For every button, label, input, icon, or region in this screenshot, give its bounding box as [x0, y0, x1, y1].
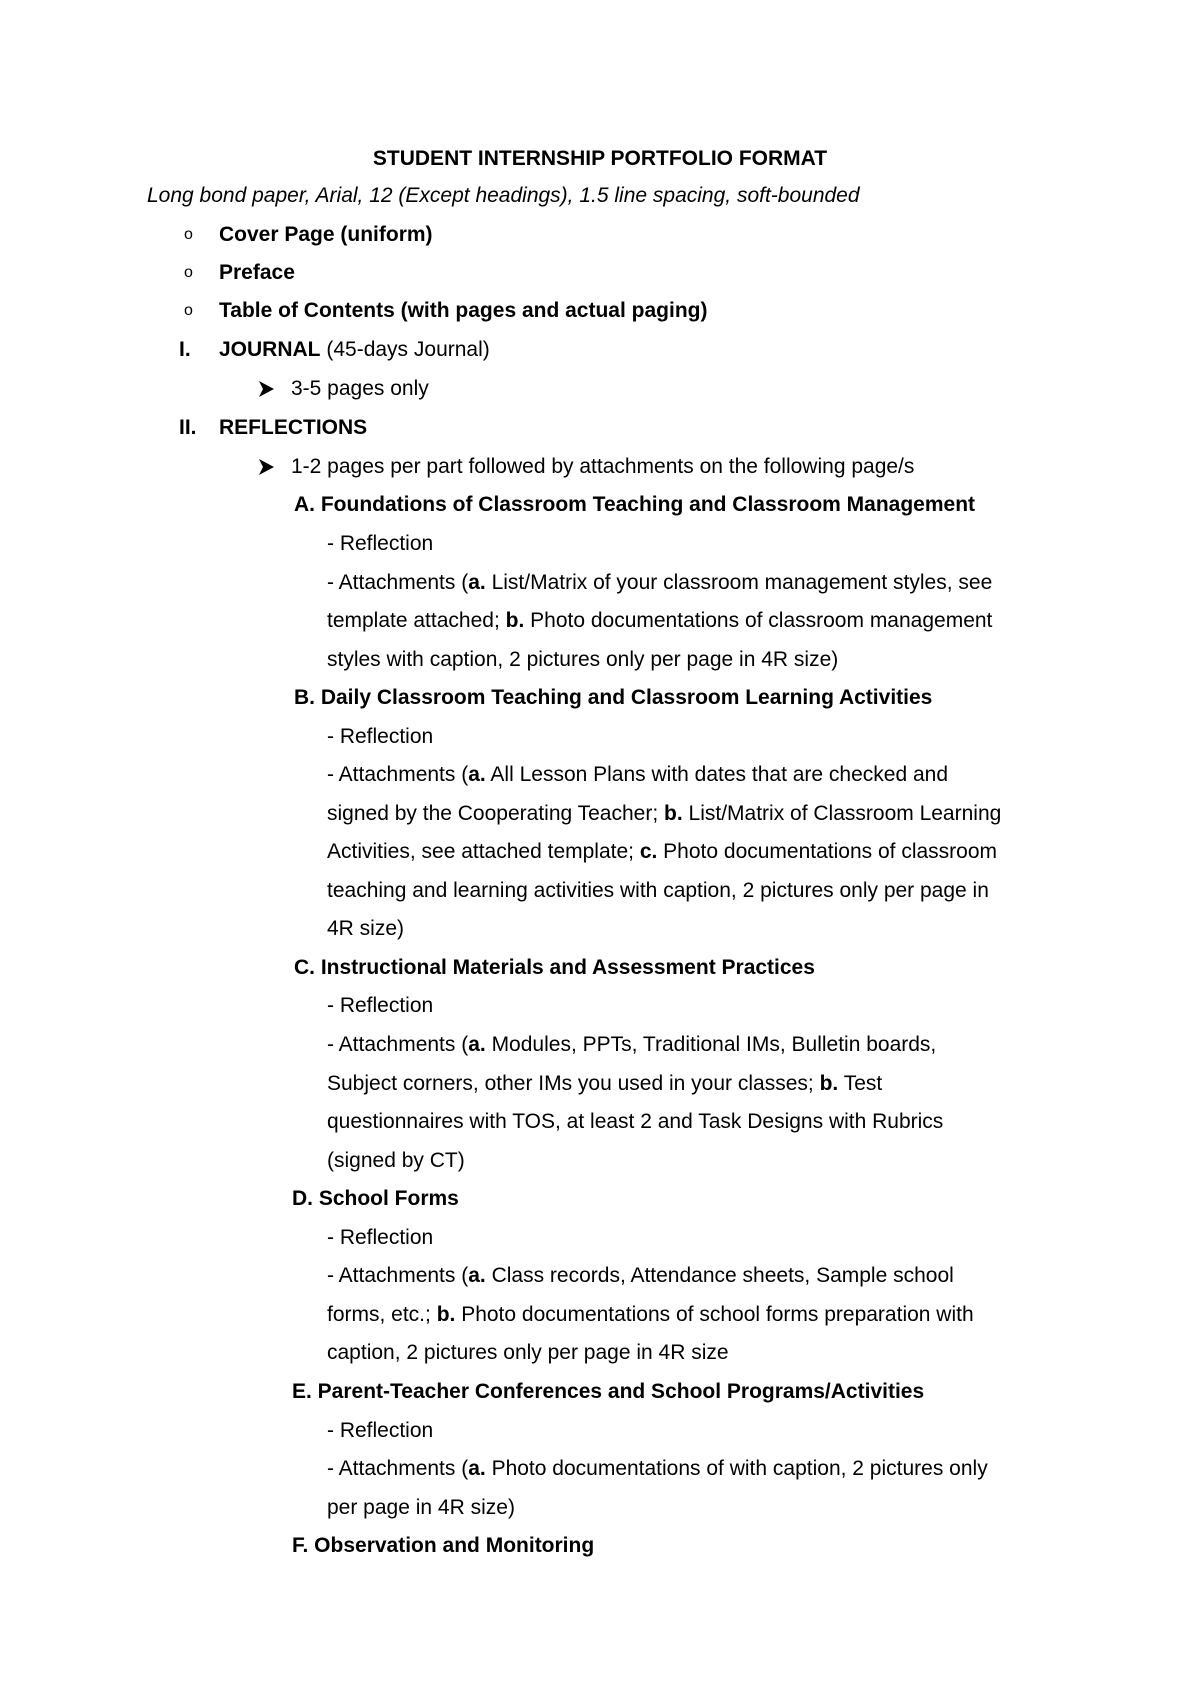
part-c-attachments-line-2: [327, 1071, 882, 1097]
attachments-text: All Lesson Plans with dates that are checked and: [485, 763, 949, 786]
part-f-heading: F. Observation and Monitoring: [292, 1534, 595, 1557]
attachments-text: Test: [838, 1072, 883, 1095]
attachments-text: Modules, PPTs, Traditional IMs, Bulletin boards,: [485, 1033, 937, 1056]
reflections-sub-item: 1-2 pages per part followed by attachments on the following page/s: [291, 455, 915, 478]
attachments-prefix: - Attachments (: [327, 1264, 469, 1287]
part-d-attachments-line-1: [327, 1263, 954, 1289]
section-numeral-1: I.: [179, 338, 191, 361]
item-letter-b: b.: [436, 1303, 456, 1326]
attachments-text: Photo documentations of classroom: [657, 840, 998, 863]
part-c-attachments-line-1: [327, 1032, 936, 1058]
bullet-marker: o: [184, 264, 193, 281]
part-c-heading: C. Instructional Materials and Assessment Practices: [294, 956, 815, 979]
bullet-marker: o: [184, 302, 193, 319]
bullet-marker: o: [184, 226, 193, 243]
attachments-prefix: - Attachments (: [327, 1033, 469, 1056]
part-b-attachments-line-2: [327, 801, 1001, 827]
section-numeral-2: II.: [179, 416, 197, 439]
front-item-cover-page: Cover Page (uniform): [219, 223, 433, 246]
part-d-attachments-line-3: caption, 2 pictures only per page in 4R size: [327, 1341, 729, 1364]
item-letter-a: a.: [468, 1033, 486, 1056]
item-letter-b: b.: [819, 1072, 839, 1095]
part-a-attachments-line-1: [327, 570, 992, 596]
attachments-prefix: - Attachments (: [327, 1457, 469, 1480]
attachments-prefix: - Attachments (: [327, 571, 469, 594]
arrow-bullet-icon: [256, 376, 278, 402]
part-c-attachments-line-3: questionnaires with TOS, at least 2 and Task Designs with Rubrics: [327, 1110, 944, 1133]
item-letter-a: a.: [468, 763, 486, 786]
document-title: STUDENT INTERNSHIP PORTFOLIO FORMAT: [372, 147, 828, 170]
attachments-text: Activities, see attached template;: [327, 840, 640, 863]
attachments-text: signed by the Cooperating Teacher;: [327, 802, 665, 825]
part-b-reflection: - Reflection: [327, 725, 434, 748]
item-letter-a: a.: [468, 1457, 486, 1480]
part-e-attachments-line-2: per page in 4R size): [327, 1496, 515, 1519]
part-d-reflection: - Reflection: [327, 1226, 434, 1249]
attachments-text: forms, etc.;: [327, 1303, 437, 1326]
part-b-attachments-line-4: teaching and learning activities with caption, 2 pictures only per page in: [327, 879, 989, 902]
item-letter-b: b.: [664, 802, 683, 825]
part-a-attachments-line-3: styles with caption, 2 pictures only per page in 4R size): [327, 648, 839, 671]
attachments-text: Class records, Attendance sheets, Sample school: [485, 1264, 954, 1287]
part-b-attachments-line-3: [327, 839, 997, 865]
document-subtitle: Long bond paper, Arial, 12 (Except headings), 1.5 line spacing, soft-bounded: [147, 184, 860, 207]
part-e-reflection: - Reflection: [327, 1419, 434, 1442]
attachments-text: Photo documentations of classroom management: [524, 609, 993, 632]
attachments-text: Photo documentations of with caption, 2 pictures only: [485, 1457, 988, 1480]
part-a-attachments-line-2: [327, 608, 992, 634]
part-b-attachments-line-1: [327, 762, 948, 788]
part-b-attachments-line-5: 4R size): [327, 917, 405, 940]
item-letter-a: a.: [468, 1264, 486, 1287]
item-letter-b: b.: [505, 609, 525, 632]
item-letter-a: a.: [468, 571, 486, 594]
part-d-attachments-line-2: [327, 1302, 974, 1328]
section-note-journal: (45-days Journal): [320, 338, 490, 361]
arrow-bullet-icon: [256, 454, 278, 480]
part-a-reflection: - Reflection: [327, 532, 434, 555]
part-d-heading: D. School Forms: [292, 1187, 459, 1210]
attachments-text: template attached;: [327, 609, 506, 632]
part-e-attachments-line-1: [327, 1456, 988, 1482]
journal-sub-item: 3-5 pages only: [291, 377, 429, 400]
attachments-text: Photo documentations of school forms preparation with: [455, 1303, 974, 1326]
part-c-attachments-line-4: (signed by CT): [327, 1149, 465, 1172]
attachments-text: Subject corners, other IMs you used in your classes;: [327, 1072, 820, 1095]
attachments-text: List/Matrix of your classroom management styles, see: [485, 571, 993, 594]
attachments-text: List/Matrix of Classroom Learning: [682, 802, 1002, 825]
item-letter-c: c.: [639, 840, 658, 863]
section-title-reflections: REFLECTIONS: [219, 416, 368, 439]
part-e-heading: E. Parent-Teacher Conferences and School Programs/Activities: [292, 1380, 925, 1403]
section-heading-journal: [219, 337, 490, 363]
front-item-preface: Preface: [219, 261, 295, 284]
part-b-heading: B. Daily Classroom Teaching and Classroom Learning Activities: [294, 686, 933, 709]
section-title-journal: JOURNAL: [219, 338, 321, 361]
part-a-heading: A. Foundations of Classroom Teaching and Classroom Management: [294, 493, 976, 516]
front-item-table-of-contents: Table of Contents (with pages and actual paging): [219, 299, 708, 322]
part-c-reflection: - Reflection: [327, 994, 434, 1017]
attachments-prefix: - Attachments (: [327, 763, 469, 786]
